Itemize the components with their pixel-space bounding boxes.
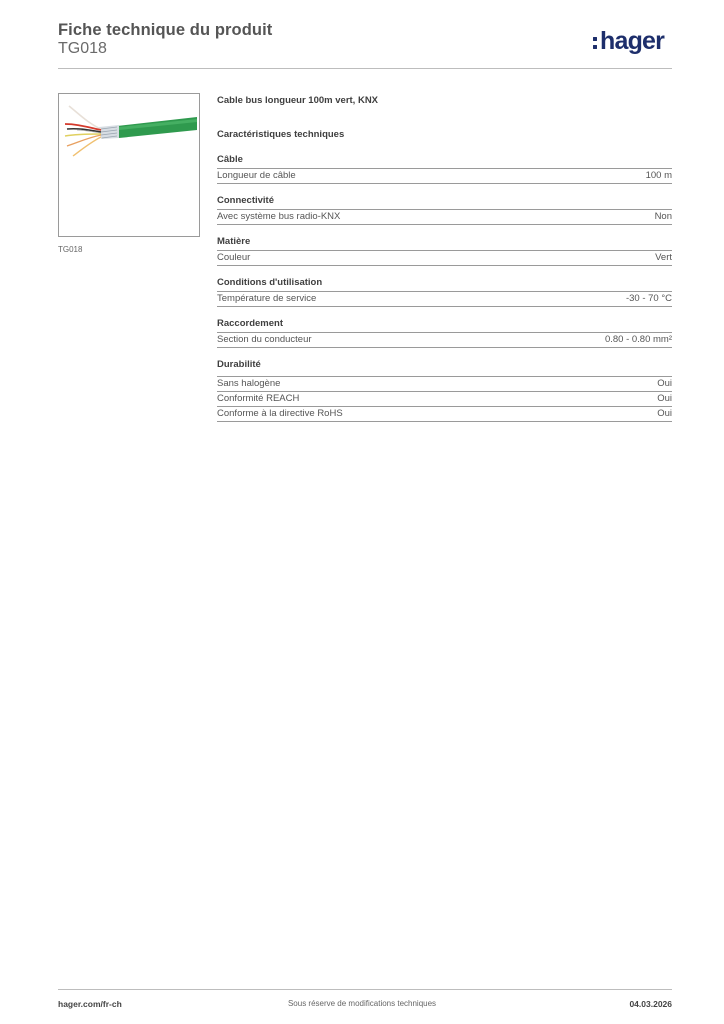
hager-logo [593, 28, 664, 54]
spec-value: -30 - 70 °C [625, 293, 672, 304]
spec-group-title: Connectivité [217, 195, 672, 210]
spec-value: Oui [657, 393, 672, 404]
spec-group-title: Durabilité [217, 359, 261, 370]
product-image [58, 93, 200, 237]
logo-text: hager [600, 27, 665, 55]
spec-row [217, 376, 672, 392]
spec-group-durability [217, 359, 672, 422]
spec-group-title: Matière [217, 236, 672, 251]
spec-group-connection [217, 318, 672, 348]
spec-row [217, 333, 672, 348]
spec-group-material [217, 236, 672, 266]
characteristics-title: Caractéristiques techniques [217, 129, 345, 140]
spec-group-title: Raccordement [217, 318, 672, 333]
spec-group-title: Câble [217, 154, 672, 169]
spec-label: Avec système bus radio-KNX [217, 211, 341, 222]
footer-notice: Sous réserve de modifications techniques [287, 999, 437, 1008]
spec-value: Oui [657, 408, 672, 419]
spec-label: Longueur de câble [217, 170, 296, 181]
spec-content [217, 95, 672, 422]
spec-row [217, 407, 672, 422]
logo-dots-icon [593, 37, 597, 49]
spec-row [217, 392, 672, 407]
spec-value: 100 m [645, 170, 672, 181]
footer-divider [58, 989, 672, 990]
green-bus-cable-photo-icon [59, 94, 199, 236]
spec-group-cable [217, 154, 672, 184]
spec-value: Non [654, 211, 672, 222]
spec-label: Sans halogène [217, 378, 281, 389]
spec-label: Conforme à la directive RoHS [217, 408, 343, 419]
spec-label: Température de service [217, 293, 317, 304]
page-title: Fiche technique du produit [58, 21, 273, 39]
spec-label: Section du conducteur [217, 334, 312, 345]
product-code: TG018 [58, 40, 107, 57]
product-description: Cable bus longueur 100m vert, KNX [217, 95, 379, 106]
spec-group-connectivity [217, 195, 672, 225]
spec-row [217, 210, 672, 225]
spec-label: Conformité REACH [217, 393, 300, 404]
spec-row [217, 169, 672, 184]
spec-row [217, 292, 672, 307]
spec-group-conditions [217, 277, 672, 307]
image-caption: TG018 [58, 245, 83, 254]
footer-website-link[interactable]: hager.com/fr-ch [58, 999, 122, 1009]
spec-value: Vert [655, 252, 672, 263]
spec-value: 0.80 - 0.80 mm² [604, 334, 672, 345]
header-divider [58, 68, 672, 69]
spec-group-title: Conditions d'utilisation [217, 277, 672, 292]
spec-row [217, 251, 672, 266]
footer-date: 04.03.2026 [629, 999, 672, 1009]
spec-value: Oui [657, 378, 672, 389]
spec-label: Couleur [217, 252, 251, 263]
